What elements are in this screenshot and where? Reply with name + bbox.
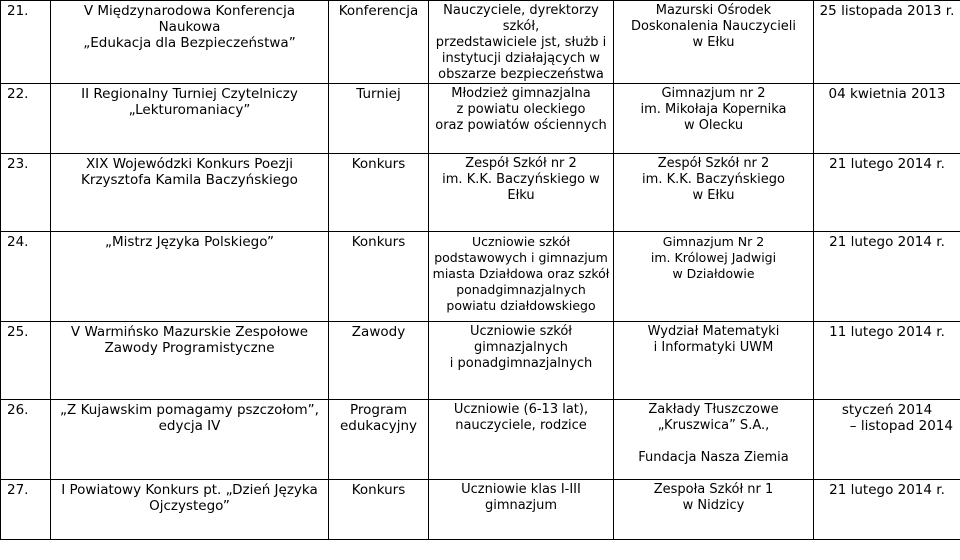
audience-line: powiatu działdowskiego — [446, 298, 596, 313]
table-row — [1, 322, 960, 400]
table-row — [1, 84, 960, 154]
cell-date — [814, 154, 960, 232]
organizer-line: i Informatyki UWM — [653, 340, 774, 355]
table-row — [1, 480, 960, 540]
cell-organizer — [614, 232, 814, 322]
organizer-line: im. K.K. Baczyńskiego — [642, 172, 785, 187]
organizer-line: Doskonalenia Nauczycieli — [630, 19, 797, 34]
event-type-line: edukacyjny — [340, 418, 417, 434]
cell-date — [814, 232, 960, 322]
audience-line: z powiatu oleckiego — [456, 102, 586, 117]
organizer-line: w Olecku — [683, 118, 744, 133]
organizer-line: Gimnazjum nr 2 — [661, 86, 766, 101]
event-type-line: Zawody — [351, 324, 406, 340]
cell-organizer — [614, 84, 814, 154]
cell-number — [1, 154, 51, 232]
audience-line: Uczniowie szkół gimnazjalnych — [470, 324, 572, 355]
cell-date — [814, 1, 960, 84]
row-number: 26. — [7, 402, 29, 418]
cell-organizer — [614, 154, 814, 232]
date-line: 21 lutego 2014 r. — [829, 156, 945, 172]
event-type-line: Konkurs — [351, 234, 406, 250]
table-row — [1, 232, 960, 322]
organizer-line — [617, 434, 810, 450]
organizer-line: Mazurski Ośrodek — [655, 3, 772, 18]
event-type-line: Konkurs — [351, 482, 406, 498]
audience-line: Uczniowie (6-13 lat), — [453, 402, 589, 417]
event-name-line: edycja IV — [158, 418, 221, 434]
cell-date — [814, 480, 960, 540]
audience-line: obszarze bezpieczeństwa — [438, 67, 604, 82]
event-name-line: I Powiatowy Konkurs pt. „Dzień Języka — [61, 482, 318, 498]
organizer-line: „Kruszwica” S.A., — [657, 418, 770, 433]
cell-event-type — [329, 1, 429, 84]
organizer-line: im. Mikołaja Kopernika — [640, 102, 787, 117]
organizer-line: Zakłady Tłuszczowe — [648, 402, 779, 417]
cell-event-type — [329, 232, 429, 322]
event-name-line: Zawody Programistyczne — [104, 340, 275, 356]
row-number: 22. — [7, 86, 29, 102]
audience-line: Nauczyciele, dyrektorzy szkół, — [443, 3, 599, 34]
cell-number — [1, 400, 51, 480]
cell-organizer — [614, 400, 814, 480]
cell-number — [1, 84, 51, 154]
cell-event-name — [51, 232, 329, 322]
cell-date — [814, 322, 960, 400]
event-name-line: „Edukacja dla Bezpieczeństwa” — [83, 35, 296, 51]
cell-audience — [429, 322, 614, 400]
cell-event-name — [51, 322, 329, 400]
row-number: 21. — [7, 3, 29, 19]
event-name-line: XIX Wojewódzki Konkurs Poezji — [85, 156, 294, 172]
cell-number — [1, 480, 51, 540]
event-name-line: „Z Kujawskim pomagamy pszczołom”, — [60, 402, 319, 418]
audience-line: gimnazjum — [484, 498, 558, 513]
cell-event-name — [51, 84, 329, 154]
audience-line: podstawowych i gimnazjum — [434, 250, 608, 265]
cell-event-name — [51, 154, 329, 232]
row-number: 23. — [7, 156, 29, 172]
cell-event-type — [329, 322, 429, 400]
organizer-line: Wydział Matematyki — [647, 324, 780, 339]
audience-line: ponadgimnazjalnych — [456, 282, 586, 297]
event-type-line: Konferencja — [338, 3, 419, 19]
cell-event-type — [329, 480, 429, 540]
audience-line: oraz powiatów ościennych — [435, 118, 607, 133]
event-type-line: Konkurs — [351, 156, 406, 172]
event-name-line: V Międzynarodowa Konferencja Naukowa — [83, 3, 296, 35]
cell-audience — [429, 400, 614, 480]
event-type-line: Program — [350, 402, 407, 418]
cell-audience — [429, 154, 614, 232]
event-type-line: Turniej — [356, 86, 401, 102]
audience-line: instytucji działających w — [441, 51, 601, 66]
event-name-line: „Mistrz Języka Polskiego” — [104, 234, 275, 250]
table-row — [1, 154, 960, 232]
events-table-body — [1, 1, 960, 540]
event-name-line: „Lekturomaniacy” — [128, 102, 251, 118]
cell-organizer — [614, 1, 814, 84]
cell-event-name — [51, 480, 329, 540]
audience-line: miasta Działdowa oraz szkół — [432, 266, 610, 281]
organizer-line: w Działdowie — [672, 266, 755, 281]
cell-event-name — [51, 400, 329, 480]
date-line: 11 lutego 2014 r. — [829, 324, 945, 340]
organizer-line: w Ełku — [692, 35, 735, 50]
event-name-line: Ojczystego” — [149, 498, 230, 514]
cell-event-type — [329, 154, 429, 232]
row-number: 25. — [7, 324, 29, 340]
audience-line: i ponadgimnazjalnych — [449, 356, 593, 371]
organizer-line: im. Królowej Jadwigi — [650, 250, 777, 265]
organizer-line: w Nidzicy — [682, 498, 745, 513]
date-line: 25 listopada 2013 r. — [819, 3, 955, 19]
organizer-line: Zespół Szkół nr 2 — [657, 156, 770, 171]
row-number: 27. — [7, 482, 29, 498]
table-row — [1, 1, 960, 84]
cell-date — [814, 400, 960, 480]
date-line: 21 lutego 2014 r. — [829, 482, 945, 498]
cell-organizer — [614, 480, 814, 540]
organizer-line: Fundacja Nasza Ziemia — [638, 450, 789, 465]
event-name-line: II Regionalny Turniej Czytelniczy — [81, 86, 298, 102]
audience-line: Młodzież gimnazjalna — [451, 86, 591, 101]
audience-line: Uczniowie klas I-III — [461, 482, 581, 497]
audience-line: Zespół Szkół nr 2 — [465, 156, 577, 171]
event-name-line: Krzysztofa Kamila Baczyńskiego — [81, 172, 298, 188]
cell-audience — [429, 1, 614, 84]
event-name-line: V Warmińsko Mazurskie Zespołowe — [70, 324, 309, 340]
audience-line: Uczniowie szkół — [471, 234, 571, 249]
cell-event-type — [329, 84, 429, 154]
row-number: 24. — [7, 234, 29, 250]
date-line: styczeń 2014 — [841, 402, 933, 418]
date-line: 04 kwietnia 2013 — [828, 86, 946, 102]
table-row — [1, 400, 960, 480]
cell-audience — [429, 232, 614, 322]
organizer-line: Gimnazjum Nr 2 — [662, 234, 765, 249]
cell-event-name — [51, 1, 329, 84]
audience-line: im. K.K. Baczyńskiego w Ełku — [442, 172, 600, 203]
cell-number — [1, 1, 51, 84]
audience-line: przedstawiciele jst, służb i — [435, 35, 607, 50]
organizer-line: Zespoła Szkół nr 1 — [653, 482, 774, 497]
cell-number — [1, 232, 51, 322]
cell-organizer — [614, 322, 814, 400]
date-line: – listopad 2014 — [849, 418, 953, 434]
cell-date — [814, 84, 960, 154]
cell-audience — [429, 480, 614, 540]
cell-number — [1, 322, 51, 400]
organizer-line: w Ełku — [692, 188, 735, 203]
cell-audience — [429, 84, 614, 154]
audience-line: nauczyciele, rodzice — [455, 418, 587, 433]
date-line: 21 lutego 2014 r. — [829, 234, 945, 250]
cell-event-type — [329, 400, 429, 480]
